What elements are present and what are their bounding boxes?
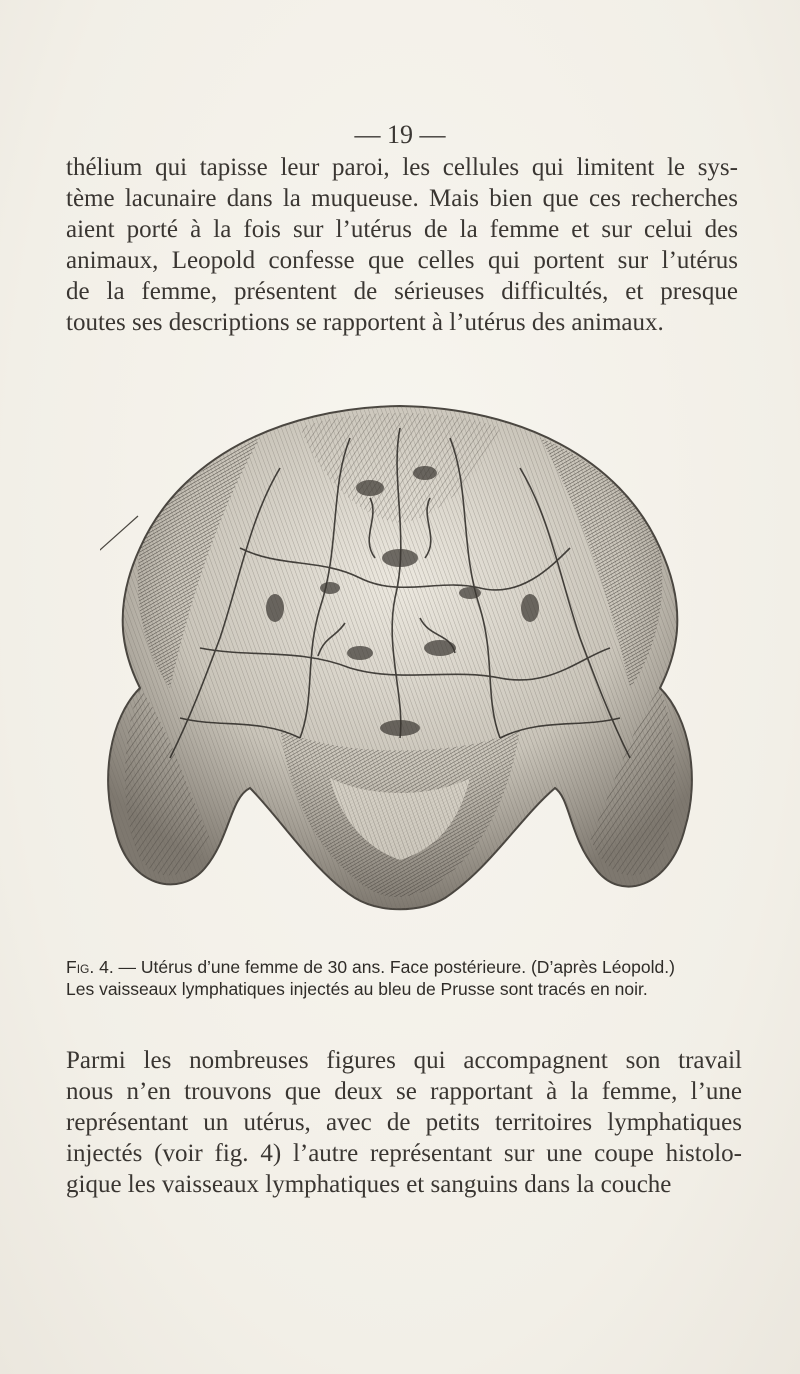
engraving-illustration — [100, 398, 700, 926]
text-line: tème lacunaire dans la muqueuse. Mais bien que ces recherches — [66, 185, 738, 212]
text-line: animaux, Leopold confesse que celles qui portent sur l’utérus — [66, 247, 738, 274]
text-line: injectés (voir fig. 4) l’autre représentant sur une coupe histolo- — [66, 1140, 742, 1167]
caption-label: Fig. 4. — [66, 957, 114, 977]
page-number: — 19 — — [354, 120, 446, 149]
figure-caption — [66, 956, 736, 1000]
paragraph-top — [66, 152, 738, 338]
text-line: thélium qui tapisse leur paroi, les cellules qui limitent le sys- — [66, 154, 738, 181]
text-line: gique les vaisseaux lymphatiques et sanguins dans la couche — [66, 1171, 672, 1198]
caption-title: — Utérus d’une femme de 30 ans. Face postérieure. (D’après Léopold.) — [113, 957, 675, 977]
text-line: de la femme, présentent de sérieuses difficultés, et presque — [66, 278, 738, 305]
text-line: Parmi les nombreuses figures qui accompagnent son travail — [66, 1047, 742, 1074]
caption-line-2: Les vaisseaux lymphatiques injectés au bleu de Prusse sont tracés en noir. — [66, 979, 648, 999]
text-line: représentant un utérus, avec de petits territoires lymphatiques — [66, 1109, 742, 1136]
paragraph-bottom — [66, 1045, 742, 1200]
text-line: aient porté à la fois sur l’utérus de la femme et sur celui des — [66, 216, 738, 243]
text-line: nous n’en trouvons que deux se rapportant à la femme, l’une — [66, 1078, 742, 1105]
text-line: toutes ses descriptions se rapportent à l’utérus des animaux. — [66, 309, 664, 336]
caption-line-1 — [66, 956, 736, 978]
uterus-engraving-figure — [100, 398, 700, 926]
